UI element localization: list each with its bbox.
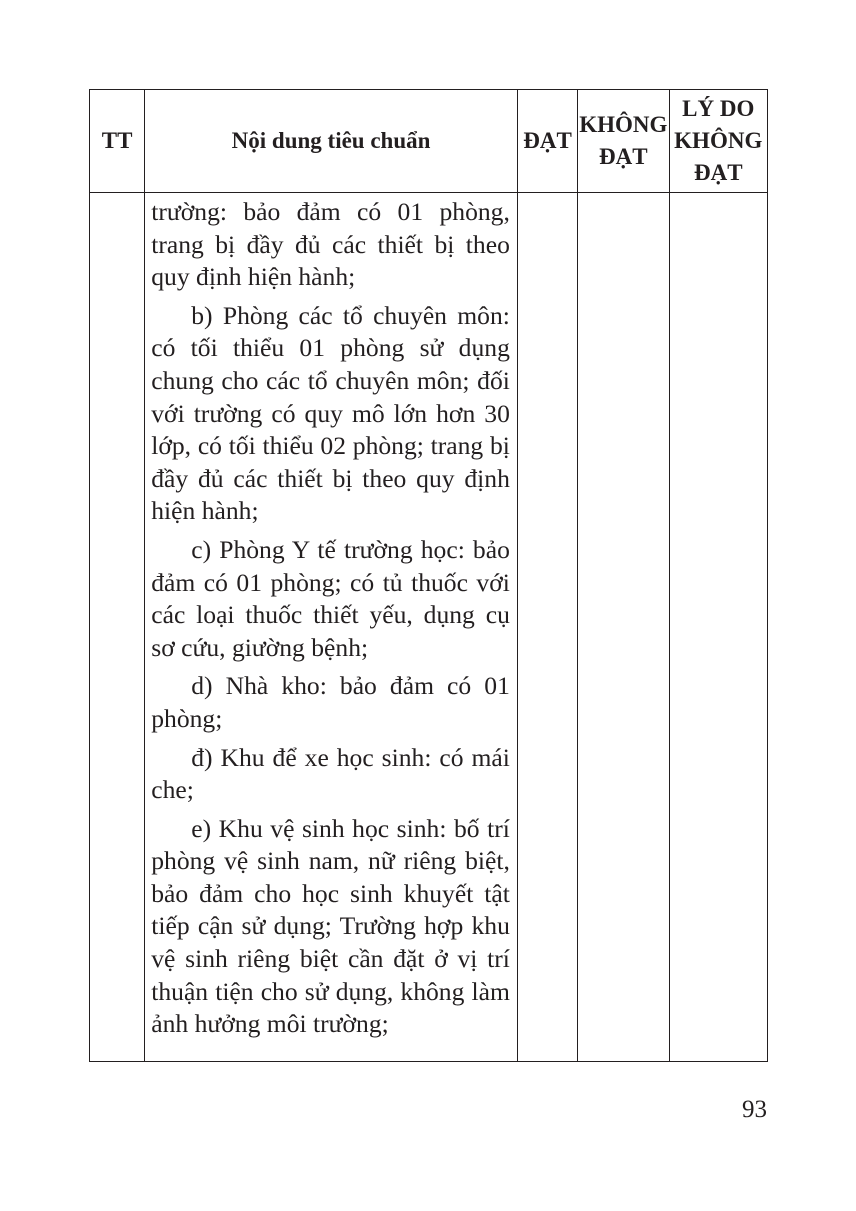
cell-khong-dat	[578, 193, 669, 1062]
table-row	[90, 193, 768, 1062]
header-dat: ĐẠT	[517, 90, 577, 193]
content-paragraph: b) Phòng các tổ chuyên môn: có tối thiểu 01 phòng sử dụng chung cho các tổ chuyên môn; đối với trường có quy mô lớn hơn 30 lớp, có tối thiểu 02 phòng; trang bị đầy đủ các thiết bị theo quy định hiện hành;	[151, 300, 510, 526]
header-ly-do	[669, 90, 767, 193]
header-tt: TT	[90, 90, 145, 193]
header-ly-do-line-2: KHÔNG	[674, 128, 763, 153]
content-paragraph: e) Khu vệ sinh học sinh: bố trí phòng vệ sinh nam, nữ riêng biệt, bảo đảm cho học sinh khuyết tật tiếp cận sử dụng; Trường hợp khu vệ sinh riêng biệt cần đặt ở vị trí thuận tiện cho sử dụng, không làm ảnh hưởng môi trường;	[151, 813, 510, 1039]
content-paragraph: d) Nhà kho: bảo đảm có 01 phòng;	[151, 671, 510, 733]
header-khong-dat	[578, 90, 669, 193]
content-paragraph: c) Phòng Y tế trường học: bảo đảm có 01 phòng; có tủ thuốc với các loại thuốc thiết yếu, dụng cụ sơ cứu, giường bệnh;	[151, 534, 510, 662]
content-paragraph: đ) Khu để xe học sinh: có mái che;	[151, 742, 510, 805]
header-ly-do-line-3: ĐẠT	[693, 160, 743, 185]
header-khong-dat-line-1: KHÔNG	[579, 112, 668, 137]
page-number: 93	[742, 1096, 767, 1123]
header-ly-do-line-1: LÝ DO	[682, 96, 755, 121]
cell-ly-do	[669, 193, 767, 1062]
cell-content	[145, 193, 518, 1062]
header-khong-dat-line-2: ĐẠT	[599, 144, 648, 169]
header-content: Nội dung tiêu chuẩn	[145, 90, 518, 193]
cell-tt	[90, 193, 145, 1062]
table-header-row	[90, 90, 768, 193]
cell-dat	[517, 193, 577, 1062]
content-paragraph: trường: bảo đảm có 01 phòng, trang bị đầy đủ các thiết bị theo quy định hiện hành;	[151, 197, 510, 292]
criteria-table	[89, 89, 768, 1062]
